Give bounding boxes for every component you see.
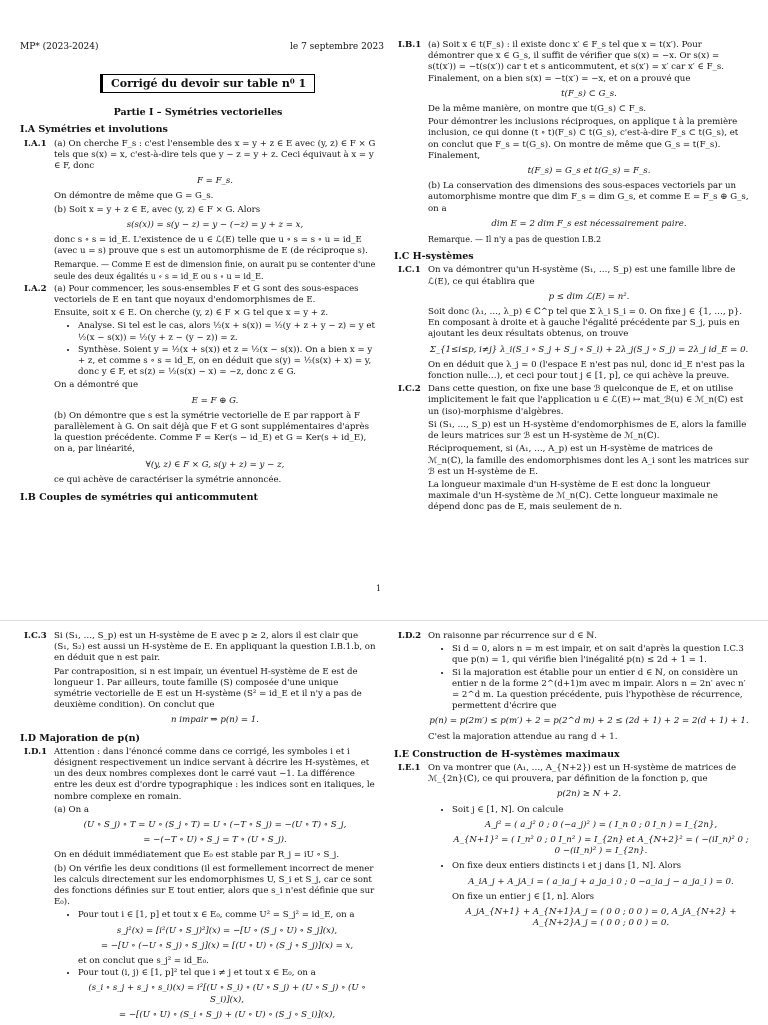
equation: = −[U ∘ (−U ∘ S_j) ∘ S_j](x) = [(U ∘ U) ∘ (S_j ∘ S_j)](x) = x, <box>100 940 354 951</box>
equation: t(F_s) ⊂ G_s. <box>561 88 617 99</box>
paragraph: (a) Soit x ∈ t(F_s) : il existe donc x′ ∈ F_s tel que x = t(x′). Pour démontrer que x ∈ G_s, il suffit de vérifier que s(x) = −x. Or s(x) = s(t(x′)) = −t(s(x′)) car t et s anticommutent, et s(x′) = x′ car x′ ∈ F_s. Finalement, on a bien s(x) = −t(x′) = −x, et on a prouvé que <box>428 40 724 84</box>
question-IC3 <box>20 631 376 727</box>
paragraph: (a) On a <box>54 804 89 815</box>
paragraph: Réciproquement, si (A₁, …, A_p) est un H-système de matrices de ℳ_n(ℂ), la famille des endomorphismes dont les A_i sont les matrices sur ℬ est un H-système de E. <box>428 444 749 477</box>
question-ID1 <box>20 747 376 1021</box>
paragraph: On va montrer que (A₁, …, A_{N+2}) est un H-système de matrices de ℳ_{2n}(ℂ), ce qui prouvera, par définition de la fonction p, que <box>428 763 737 785</box>
paragraph: (b) On vérifie les deux conditions (il est formellement incorrect de mener les calculs directement sur les endomorphismes U, S_i et S_j, car ce sont des fonctions définies sur E tout entier, alors que s_i n'est définie que sur E₀). <box>54 863 375 908</box>
question-IC1 <box>394 265 750 382</box>
list-item: • Analyse. Si tel est le cas, alors ½(x + s(x)) = ½(y + z + y − z) = y et ½(x − s(x)) = ½(y + z − (y − z)) = z. <box>78 321 376 343</box>
section-heading-ID: I.D Majoration de p(n) <box>20 732 140 744</box>
paragraph: (b) On démontre que s est la symétrie vectorielle de E par rapport à F parallèlement à G. On sait déjà que F et G sont supplémentaires d'après la question précédente. Comme F = Ker(s − id_E) et G = Ker(s + id_E), on a, par linéarité, <box>54 410 370 455</box>
equation: = −[(U ∘ U) ∘ (S_i ∘ S_j) + (U ∘ U) ∘ (S_j ∘ S_i)](x), <box>118 1009 336 1020</box>
left-column-page-1 <box>20 74 376 506</box>
question-number: I.C.1 <box>398 265 421 276</box>
paragraph: ce qui achève de caractériser la symétrie annoncée. <box>54 474 282 485</box>
equation: Σ_{1≤i≤p, i≠j} λ_i(S_i ∘ S_j + S_j ∘ S_i) + 2λ_j(S_j ∘ S_j) = 2λ_j id_E = 0. <box>429 344 749 355</box>
paragraph: donc s ∘ s = id_E. L'existence de u ∈ ℒ(E) telle que u ∘ s = s ∘ u = id_E (avec u = s) prouve que s est un automorphisme de E (de réciproque s). <box>54 235 368 257</box>
paragraph: Dans cette question, on fixe une base ℬ quelconque de E, et on utilise implicitement le fait que l'application u ∈ ℒ(E) ↦ mat_ℬ(u) ∈ ℳ_n(ℂ) est un (iso)-morphisme d'algèbres. <box>428 384 744 417</box>
question-number: I.B.1 <box>398 40 422 50</box>
question-IA2 <box>20 284 376 486</box>
paragraph: On fixe un entier j ∈ [1, n]. Alors <box>452 891 595 902</box>
date-label: le 7 septembre 2023 <box>290 42 384 52</box>
bullet-list <box>442 805 750 930</box>
list-item: • Synthèse. Soient y = ½(x + s(x)) et z = ½(x − s(x)). On a bien x = y + z, et comme s ∘ s = id_E, on en déduit que s(y) = ½(s(x) + x) = y, donc y ∈ F, et s(z) = ½(s(x) − x) = −z, donc z ∈ G. <box>78 345 376 379</box>
remark: Remarque. — Comme E est de dimension finie, on aurait pu se contenter d'une seule des deux égalités u ∘ s = id_E ou s ∘ u = id_E. <box>54 260 376 281</box>
list-item-text: et on conclut que s_j² = id_E₀. <box>78 956 209 967</box>
equation: p(n) = p(2m′) ≤ p(m′) + 2 = p(2^d m) + 2 ≤ (2d + 1) + 2 = 2(d + 1) + 1. <box>429 716 749 727</box>
matrix-equation: A_jA_{N+1} + A_{N+1}A_j = ( 0 0 ; 0 0 ) = 0, A_jA_{N+2} + A_{N+2}A_j = ( 0 0 ; 0 0 ) = 0. <box>465 907 737 929</box>
question-number: I.E.1 <box>398 763 421 774</box>
list-item-text: Pour tout i ∈ [1, p] et tout x ∈ E₀, comme U² = S_j² = id_E, on a <box>78 910 355 921</box>
equation: s(s(x)) = s(y − z) = y − (−z) = y + z = x, <box>126 219 304 230</box>
question-number: I.A.1 <box>24 138 47 149</box>
question-number: I.D.1 <box>24 746 48 757</box>
remark: Remarque. — Il n'y a pas de question I.B.2 <box>428 235 602 245</box>
equation: ∀(y, z) ∈ F × G, s(y + z) = y − z, <box>145 459 285 470</box>
equation: E = F ⊕ G. <box>191 395 239 406</box>
question-ID2 <box>394 631 750 743</box>
paragraph: De la même manière, on montre que t(G_s) ⊂ F_s. <box>428 104 647 115</box>
section-heading-IE: I.E Construction de H-systèmes maximaux <box>394 748 620 760</box>
paragraph: On va démontrer qu'un H-système (S₁, …, S_p) est une famille libre de ℒ(E), ce qui établira que <box>428 265 736 287</box>
list-item-text: Pour tout (i, j) ∈ [1, p]² tel que i ≠ j et tout x ∈ E₀, on a <box>78 968 316 979</box>
list-item: • Si la majoration est établie pour un entier d ∈ ℕ, on considère un entier n de la forme 2^(d+1)m avec m impair. Alors n = 2n′ avec n′ = 2^d m. La question précédente, puis l'hypothèse de récurrence, permettent d'écrire que <box>452 668 750 713</box>
paragraph: (a) On cherche F_s : c'est l'ensemble des x = y + z ∈ E avec (y, z) ∈ F × G tels que s(x) = x, c'est-à-dire tels que y − z = y + z. Ceci équivaut à x = y ∈ F, donc <box>54 138 376 172</box>
paragraph: On démontre de même que G = G_s. <box>54 191 214 202</box>
bullet-list <box>442 644 750 712</box>
list-item-text: On fixe deux entiers distincts i et j dans [1, N]. Alors <box>452 861 682 872</box>
question-number: I.D.2 <box>398 631 422 641</box>
paragraph: Attention : dans l'énoncé comme dans ce corrigé, les symboles i et i désignent respectivement un indice servant à décrire les H-systèmes, et un des deux nombres complexes dont le carré vaut −1. La différence entre les deux est d'ordre typographique : les indices sont en italiques, le nombre complexe en romain. <box>54 746 375 802</box>
paragraph: (a) Pour commencer, les sous-ensembles F et G sont des sous-espaces vectoriels de E en tant que noyaux d'endomorphismes de E. <box>54 283 359 306</box>
course-label: MP* (2023-2024) <box>20 42 99 52</box>
paragraph: On raisonne par récurrence sur d ∈ ℕ. <box>428 631 597 641</box>
paragraph: C'est la majoration attendue au rang d + 1. <box>428 731 618 742</box>
question-IB1 <box>394 40 750 245</box>
list-item <box>452 805 750 858</box>
paragraph: (b) La conservation des dimensions des sous-espaces vectoriels par un automorphisme montre que dim F_s = dim G_s, et comme E = F_s ⊕ G_s, on a <box>428 181 749 214</box>
question-number: I.C.2 <box>398 384 421 395</box>
part-heading: Partie I – Symétries vectorielles <box>113 107 283 119</box>
paragraph: On en déduit immédiatement que E₀ est stable par R_j = iU ∘ S_j. <box>54 850 340 861</box>
equation: (s_i ∘ s_j + s_j ∘ s_i)(x) = i²[(U ∘ S_i) ∘ (U ∘ S_j) + (U ∘ S_j) ∘ (U ∘ S_i)](x), <box>88 983 366 1005</box>
section-heading-IA: I.A Symétries et involutions <box>20 124 168 136</box>
paragraph: Si (S₁, …, S_p) est un H-système d'endomorphismes de E, alors la famille de leurs matrices sur ℬ est un H-système de ℳ_n(ℂ). <box>428 419 747 442</box>
equation: p(2n) ≥ N + 2. <box>556 789 622 800</box>
question-IC2 <box>394 384 750 513</box>
equation: dim E = 2 dim F_s est nécessairement paire. <box>491 218 687 229</box>
matrix-equation: A_j² = ( a_j² 0 ; 0 (−a_j)² ) = ( I_n 0 ; 0 I_n ) = I_{2n}, <box>484 819 718 830</box>
list-item: • Si d = 0, alors n = m est impair, et on sait d'après la question I.C.3 que p(n) = 1, qui vérifie bien l'inégalité p(n) ≤ 2d + 1 = 1. <box>452 644 750 666</box>
list-item <box>78 968 376 1021</box>
equation: p ≤ dim ℒ(E) = n². <box>548 291 630 302</box>
paragraph: (b) Soit x = y + z ∈ E, avec (y, z) ∈ F × G. Alors <box>54 204 261 215</box>
paragraph: Ensuite, soit x ∈ E. On cherche (y, z) ∈ F × G tel que x = y + z. <box>54 308 329 319</box>
page-title: Corrigé du devoir sur table n⁰ 1 <box>100 74 315 93</box>
page-number: 1 <box>376 584 382 593</box>
left-column-page-2 <box>20 631 376 1025</box>
bullet-list <box>68 910 376 1021</box>
list-item-text: Soit j ∈ [1, N]. On calcule <box>452 804 564 815</box>
list-item <box>452 861 750 929</box>
matrix-equation: A_iA_j + A_jA_i = ( a_ia_j + a_ja_i 0 ; 0 −a_ia_j − a_ja_i ) = 0. <box>468 876 734 887</box>
paragraph: Pour démontrer les inclusions réciproques, on applique t à la première inclusion, ce qui donne (t ∘ t)(F_s) ⊂ t(G_s), c'est-à-dire F_s ⊂ t(G_s), et on conclut que F_s = t(G_s). On montre de même que G_s = t(F_s). Finalement, <box>428 117 739 161</box>
equation: (U ∘ S_j) ∘ T = U ∘ (S_j ∘ T) = U ∘ (−T ∘ S_j) = −(U ∘ T) ∘ S_j, <box>83 820 347 831</box>
equation: s_j²(x) = [i²(U ∘ S_j)²](x) = −[U ∘ (S_j ∘ U) ∘ S_j](x), <box>116 925 338 936</box>
section-heading-IC: I.C H-systèmes <box>394 251 474 263</box>
question-number: I.A.2 <box>24 283 47 294</box>
paragraph: Si (S₁, …, S_p) est un H-système de E avec p ≥ 2, alors il est clair que (S₁, S₂) est aussi un H-système de E. En appliquant la question I.B.1.b, on en déduit que n est pair. <box>54 631 376 664</box>
right-column-page-2 <box>394 631 750 933</box>
equation: = −(−T ∘ U) ∘ S_j = T ∘ (U ∘ S_j). <box>143 835 287 846</box>
paragraph: Soit donc (λ₁, …, λ_p) ∈ ℂ^p tel que Σ λ_i S_i = 0. On fixe j ∈ {1, …, p}. En composant à droite et à gauche l'égalité précédente par S_j, puis en ajoutant les deux résultats obtenus, on trouve <box>428 307 742 340</box>
paragraph: On en déduit que λ_j = 0 (l'espace E n'est pas nul, donc id_E n'est pas la fonction nulle…), et ceci pour tout j ∈ [1, p], ce qui achève la preuve. <box>428 359 745 382</box>
paragraph: On a démontré que <box>54 380 139 391</box>
equation: t(F_s) = G_s et t(G_s) = F_s. <box>527 166 651 177</box>
question-IA1 <box>20 139 376 282</box>
list-item <box>78 910 376 967</box>
matrix-equation: A_{N+1}² = ( I_n² 0 ; 0 I_n² ) = I_{2n} et A_{N+2}² = ( −(iI_n)² 0 ; 0 −(iI_n)² ) = I_{2n}. <box>453 835 749 857</box>
equation: n impair ⇒ p(n) = 1. <box>171 715 259 726</box>
equation: F = F_s. <box>196 176 234 187</box>
paragraph: La longueur maximale d'un H-système de E est donc la longueur maximale d'un H-système de ℳ_n(ℂ). Cette longueur maximale ne dépend donc pas de E, mais seulement de n. <box>428 479 718 513</box>
question-number: I.C.3 <box>24 631 47 641</box>
page-2 <box>0 620 768 1025</box>
paragraph: Par contraposition, si n est impair, un éventuel H-système de E est de longueur 1. Par ailleurs, toute famille (S) composée d'une unique symétrie vectorielle de E est un H-système (S² = id_E et il n'y a pas de deuxième condition). On conclut que <box>54 666 362 711</box>
question-IE1 <box>394 763 750 929</box>
right-column-page-1 <box>394 40 750 516</box>
bullet-list <box>68 321 376 378</box>
section-heading-IB: I.B Couples de symétries qui anticommutent <box>20 492 258 504</box>
